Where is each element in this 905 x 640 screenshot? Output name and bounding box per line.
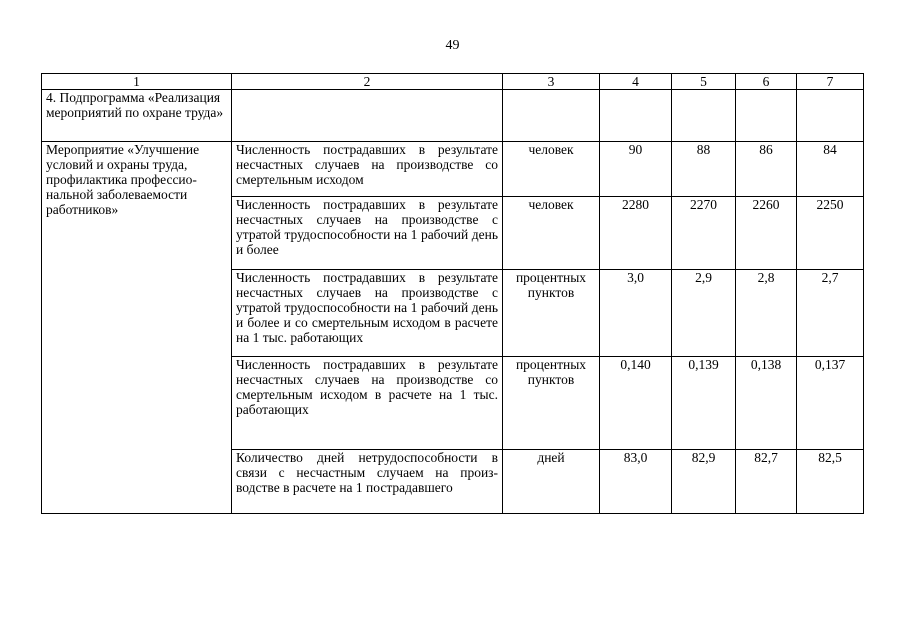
value-cell: 0,137 <box>797 357 864 450</box>
page-number: 49 <box>445 38 460 53</box>
value-cell: 3,0 <box>600 270 672 357</box>
column-header: 5 <box>672 74 736 90</box>
empty-cell <box>503 90 600 142</box>
value-cell: 86 <box>736 142 797 197</box>
value-cell: 88 <box>672 142 736 197</box>
value-cell: 2270 <box>672 197 736 270</box>
empty-cell <box>736 90 797 142</box>
unit-cell: человек <box>503 142 600 197</box>
unit-cell: процентных пунктов <box>503 270 600 357</box>
table-header-row <box>42 74 864 90</box>
unit-cell: дней <box>503 450 600 514</box>
value-cell: 82,9 <box>672 450 736 514</box>
value-cell: 2,9 <box>672 270 736 357</box>
unit-cell: человек <box>503 197 600 270</box>
value-cell: 90 <box>600 142 672 197</box>
indicator-cell: Численность пострадавших в результате несчастных случаев на производстве со смертельным исходом в расчете на 1 тыс. работающих <box>232 357 503 450</box>
value-cell: 82,7 <box>736 450 797 514</box>
value-cell: 2250 <box>797 197 864 270</box>
column-header: 6 <box>736 74 797 90</box>
column-header: 4 <box>600 74 672 90</box>
empty-cell <box>797 90 864 142</box>
value-cell: 2260 <box>736 197 797 270</box>
value-cell: 0,138 <box>736 357 797 450</box>
value-cell: 2280 <box>600 197 672 270</box>
column-header: 7 <box>797 74 864 90</box>
value-cell: 2,8 <box>736 270 797 357</box>
measure-title: Мероприятие «Улучшение условий и охраны труда, профилактика профессио-нальной заболеваемости работников» <box>42 142 232 514</box>
indicator-cell: Количество дней нетрудоспособности в связи с несчастным случаем на произ-водстве в расчете на 1 пострадавшего <box>232 450 503 514</box>
column-header: 3 <box>503 74 600 90</box>
indicator-cell: Численность пострадавших в результате несчастных случаев на производстве с утратой трудоспособности на 1 рабочий день и более и со смертельным исходом в расчете на 1 тыс. работающих <box>232 270 503 357</box>
value-cell: 82,5 <box>797 450 864 514</box>
table-row <box>42 142 864 197</box>
column-header: 2 <box>232 74 503 90</box>
empty-cell <box>232 90 503 142</box>
empty-cell <box>600 90 672 142</box>
indicators-table <box>41 73 864 514</box>
indicator-cell: Численность пострадавших в результате несчастных случаев на производстве со смертельным исходом <box>232 142 503 197</box>
value-cell: 0,139 <box>672 357 736 450</box>
value-cell: 84 <box>797 142 864 197</box>
column-header: 1 <box>42 74 232 90</box>
value-cell: 0,140 <box>600 357 672 450</box>
value-cell: 83,0 <box>600 450 672 514</box>
subprogram-title: 4. Подпрограмма «Реализация мероприятий по охране труда» <box>42 90 232 142</box>
table-row <box>42 90 864 142</box>
unit-cell: процентных пунктов <box>503 357 600 450</box>
empty-cell <box>672 90 736 142</box>
indicator-cell: Численность пострадавших в результате несчастных случаев на производстве с утратой трудоспособности на 1 рабочий день и более <box>232 197 503 270</box>
value-cell: 2,7 <box>797 270 864 357</box>
